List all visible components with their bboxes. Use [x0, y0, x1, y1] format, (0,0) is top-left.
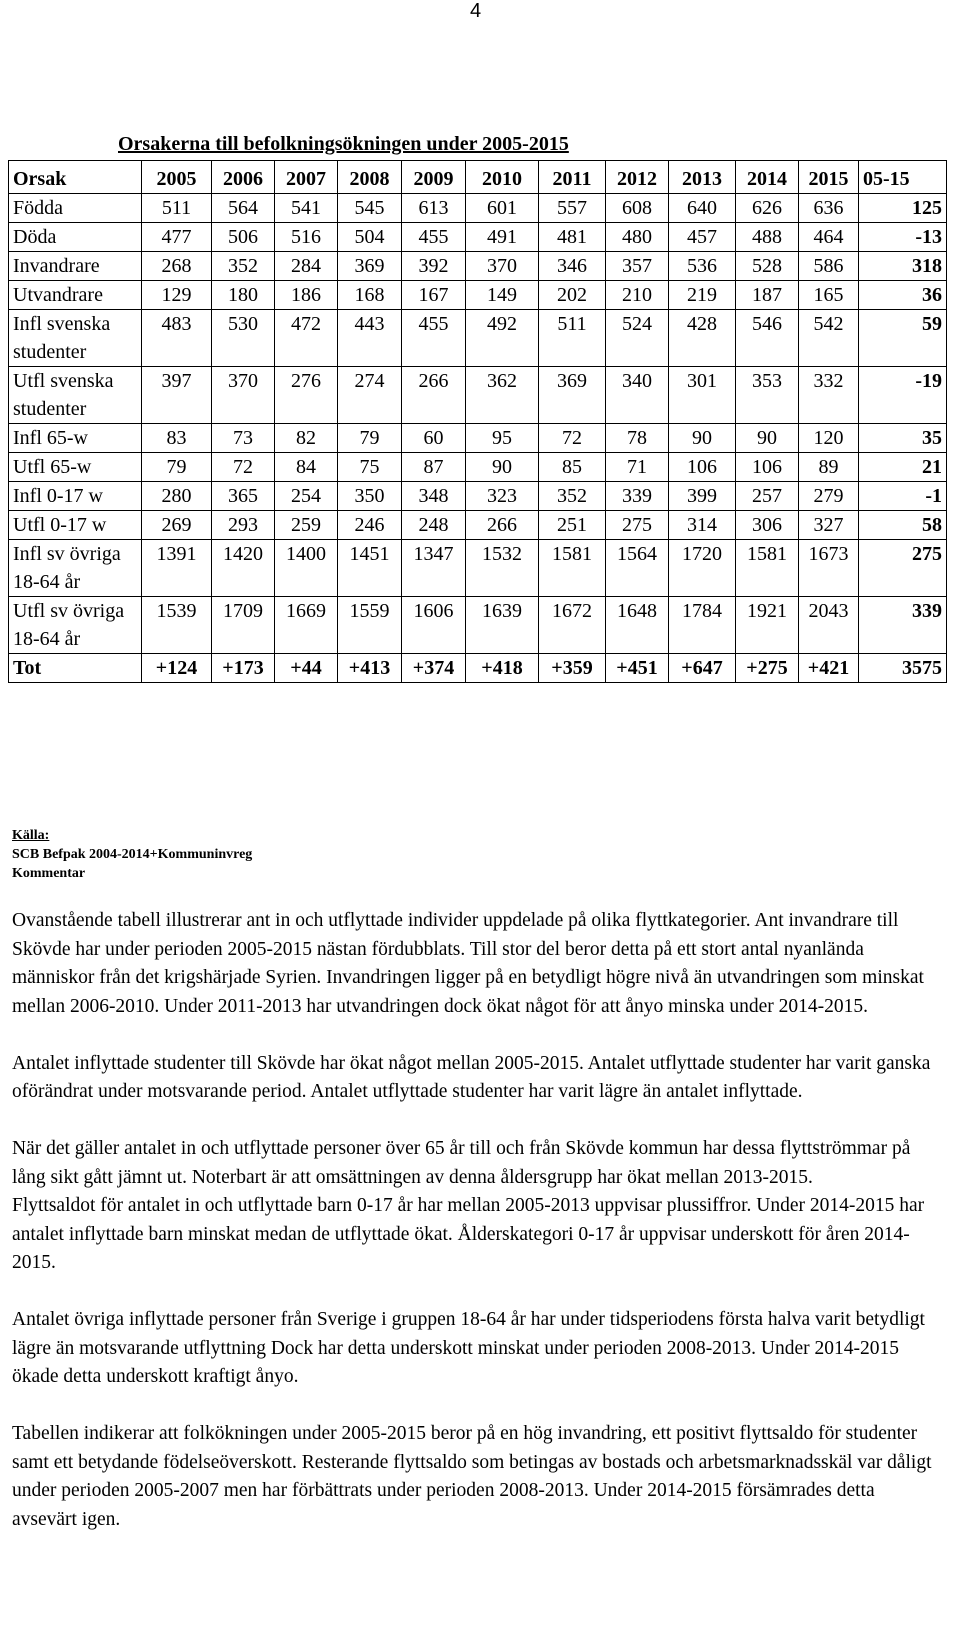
table-row [9, 252, 947, 281]
row-label: Utfl svenska studenter [9, 367, 142, 424]
table-row [9, 482, 947, 511]
table-cell: 491 [466, 223, 539, 252]
table-cell: 90 [669, 424, 736, 453]
page-number: 4 [470, 0, 482, 22]
table-cell: 149 [466, 281, 539, 310]
table-cell: +451 [606, 654, 669, 683]
header-year: 2012 [606, 161, 669, 194]
row-total: 35 [859, 424, 947, 453]
row-label: Infl 65-w [9, 424, 142, 453]
table-cell: +173 [212, 654, 275, 683]
source-heading: Källa: [12, 828, 50, 843]
table-cell: 477 [142, 223, 212, 252]
table-cell: 481 [539, 223, 606, 252]
table-cell: 165 [799, 281, 859, 310]
table-title: Orsakerna till befolkningsökningen under 2005-2015 [118, 133, 569, 155]
row-total: 21 [859, 453, 947, 482]
table-cell: 210 [606, 281, 669, 310]
table-cell: 557 [539, 194, 606, 223]
table-cell: 480 [606, 223, 669, 252]
table-cell: 352 [212, 252, 275, 281]
table-row [9, 540, 947, 597]
row-total: 58 [859, 511, 947, 540]
table-cell: 129 [142, 281, 212, 310]
table-cell: 72 [539, 424, 606, 453]
table-cell: 1709 [212, 597, 275, 654]
table-cell: 1559 [338, 597, 402, 654]
row-label: Infl svenska studenter [9, 310, 142, 367]
table-cell: 346 [539, 252, 606, 281]
table-cell: 79 [142, 453, 212, 482]
table-cell: 75 [338, 453, 402, 482]
table-cell: 274 [338, 367, 402, 424]
table-cell: 1532 [466, 540, 539, 597]
table-cell: 483 [142, 310, 212, 367]
row-total: 318 [859, 252, 947, 281]
row-label: Utfl 0-17 w [9, 511, 142, 540]
table-cell: +418 [466, 654, 539, 683]
table-cell: 504 [338, 223, 402, 252]
table-cell: 269 [142, 511, 212, 540]
table-cell: 259 [275, 511, 338, 540]
table-cell: 1539 [142, 597, 212, 654]
table-cell: 353 [736, 367, 799, 424]
table-cell: 626 [736, 194, 799, 223]
table-cell: 90 [466, 453, 539, 482]
table-cell: 85 [539, 453, 606, 482]
table-cell: 219 [669, 281, 736, 310]
table-row [9, 194, 947, 223]
row-label: Utfl sv övriga 18-64 år [9, 597, 142, 654]
header-year: 2006 [212, 161, 275, 194]
table-cell: 392 [402, 252, 466, 281]
row-label: Tot [9, 654, 142, 683]
table-cell: 455 [402, 310, 466, 367]
table-cell: 186 [275, 281, 338, 310]
table-cell: 524 [606, 310, 669, 367]
paragraph: Tabellen indikerar att folkökningen under 2005-2015 beror på en hög invandring, ett positivt flyttsaldo för studenter samt ett betydande födelseöverskott. Resterande flyttsaldo som betingas av bostads och arbetsmarknadsskäl var dåligt under perioden 2005-2007 men har förbättrats under perioden 2008-2013. Under 2014-2015 försämrades detta avsevärt igen. [12, 1423, 932, 1530]
table-cell: 1606 [402, 597, 466, 654]
table-cell: 246 [338, 511, 402, 540]
table-cell: 332 [799, 367, 859, 424]
table-cell: 541 [275, 194, 338, 223]
table-cell: 168 [338, 281, 402, 310]
table-cell: 180 [212, 281, 275, 310]
table-cell: +44 [275, 654, 338, 683]
header-year: 2010 [466, 161, 539, 194]
table-cell: 340 [606, 367, 669, 424]
table-cell: 279 [799, 482, 859, 511]
header-year: 2007 [275, 161, 338, 194]
body-text [12, 907, 942, 1534]
paragraph: När det gäller antalet in och utflyttade personer över 65 år till och från Skövde kommun har dessa flyttströmmar på lång sikt gått jämnt ut. Noterbart är att omsättningen av denna åldersgrupp har ökat mellan 2013-2015. [12, 1138, 911, 1188]
table-cell: 327 [799, 511, 859, 540]
table-cell: 542 [799, 310, 859, 367]
table-cell: 87 [402, 453, 466, 482]
table-cell: 586 [799, 252, 859, 281]
table-cell: 516 [275, 223, 338, 252]
table-cell: 248 [402, 511, 466, 540]
table-cell: 1391 [142, 540, 212, 597]
table-cell: 293 [212, 511, 275, 540]
table-cell: 1673 [799, 540, 859, 597]
table-cell: 284 [275, 252, 338, 281]
table-cell: 546 [736, 310, 799, 367]
table-cell: +421 [799, 654, 859, 683]
table-cell: +413 [338, 654, 402, 683]
row-label: Födda [9, 194, 142, 223]
row-label: Döda [9, 223, 142, 252]
paragraph: Ovanstående tabell illustrerar ant in och utflyttade individer uppdelade på olika flyttkategorier. Ant invandrare till Skövde har under perioden 2005-2015 nästan fördubblats. Till stor del beror detta på ett stort antal nyanlända människor från det krigshärjade Syrien. Invandringen ligger på en betydligt högre nivå än utvandringen som minskat mellan 2006-2010. Under 2011-2013 har utvandringen dock ökat något för att ånyo minska under 2014-2015. [12, 910, 924, 1017]
table-cell: 352 [539, 482, 606, 511]
table-row [9, 367, 947, 424]
paragraph: Antalet övriga inflyttade personer från Sverige i gruppen 18-64 år har under tidsperiodens första halva varit betydligt lägre än motsvarande utflyttning Dock har detta underskott minskat under perioden 2008-2013. Under 2014-2015 ökade detta underskott kraftigt ånyo. [12, 1309, 925, 1387]
table-cell: 613 [402, 194, 466, 223]
table-cell: 370 [212, 367, 275, 424]
table-cell: 2043 [799, 597, 859, 654]
header-year: 2015 [799, 161, 859, 194]
table-cell: 266 [402, 367, 466, 424]
table-cell: 323 [466, 482, 539, 511]
table-cell: 1639 [466, 597, 539, 654]
table-cell: 202 [539, 281, 606, 310]
table-cell: 397 [142, 367, 212, 424]
row-total: -13 [859, 223, 947, 252]
header-total: 05-15 [859, 161, 947, 194]
header-year: 2005 [142, 161, 212, 194]
table-cell: 1669 [275, 597, 338, 654]
table-header-row [9, 161, 947, 194]
table-cell: 1672 [539, 597, 606, 654]
row-total: 36 [859, 281, 947, 310]
table-cell: 488 [736, 223, 799, 252]
table-cell: 365 [212, 482, 275, 511]
paragraph: Flyttsaldot för antalet in och utflyttade barn 0-17 år har mellan 2005-2013 uppvisar plussiffror. Under 2014-2015 har antalet inflyttade barn minskat medan de utflyttade ökat. Ålderskategori 0-17 år uppvisar underskott för åren 2014-2015. [12, 1195, 925, 1273]
table-cell: 275 [606, 511, 669, 540]
table-cell: +124 [142, 654, 212, 683]
table-cell: 167 [402, 281, 466, 310]
source-line: SCB Befpak 2004-2014+Kommuninvreg [12, 847, 253, 862]
table-cell: 90 [736, 424, 799, 453]
table-cell: 464 [799, 223, 859, 252]
table-cell: 1648 [606, 597, 669, 654]
table-cell: 455 [402, 223, 466, 252]
table-cell: 187 [736, 281, 799, 310]
table-cell: 84 [275, 453, 338, 482]
table-cell: 472 [275, 310, 338, 367]
table-cell: 72 [212, 453, 275, 482]
row-label: Infl sv övriga 18-64 år [9, 540, 142, 597]
table-cell: 106 [736, 453, 799, 482]
row-total: -19 [859, 367, 947, 424]
table-cell: +374 [402, 654, 466, 683]
table-cell: 1347 [402, 540, 466, 597]
table-row [9, 511, 947, 540]
table-row [9, 453, 947, 482]
table-cell: 251 [539, 511, 606, 540]
row-label: Invandrare [9, 252, 142, 281]
table-row [9, 223, 947, 252]
table-cell: 60 [402, 424, 466, 453]
table-cell: 78 [606, 424, 669, 453]
table-cell: 1564 [606, 540, 669, 597]
source-block [12, 826, 252, 883]
table-cell: 71 [606, 453, 669, 482]
table-row [9, 281, 947, 310]
table-cell: 636 [799, 194, 859, 223]
table-cell: 1400 [275, 540, 338, 597]
table-body [9, 194, 947, 683]
header-year: 2008 [338, 161, 402, 194]
table-cell: 362 [466, 367, 539, 424]
table-cell: 1420 [212, 540, 275, 597]
header-year: 2009 [402, 161, 466, 194]
table-cell: 511 [539, 310, 606, 367]
table-cell: 428 [669, 310, 736, 367]
table-cell: 1784 [669, 597, 736, 654]
row-label: Utvandrare [9, 281, 142, 310]
table-cell: 82 [275, 424, 338, 453]
row-label: Utfl 65-w [9, 453, 142, 482]
table-cell: 601 [466, 194, 539, 223]
header-year: 2011 [539, 161, 606, 194]
table-cell: 268 [142, 252, 212, 281]
table-cell: 314 [669, 511, 736, 540]
table-cell: 492 [466, 310, 539, 367]
table-cell: 511 [142, 194, 212, 223]
table-cell: 301 [669, 367, 736, 424]
table-cell: 348 [402, 482, 466, 511]
header-year: 2014 [736, 161, 799, 194]
table-cell: 528 [736, 252, 799, 281]
table-cell: 306 [736, 511, 799, 540]
table-cell: 120 [799, 424, 859, 453]
table-cell: 339 [606, 482, 669, 511]
row-total: 59 [859, 310, 947, 367]
header-year: 2013 [669, 161, 736, 194]
table-cell: 266 [466, 511, 539, 540]
table-cell: 1581 [539, 540, 606, 597]
table-cell: 399 [669, 482, 736, 511]
table-cell: +359 [539, 654, 606, 683]
header-label: Orsak [9, 161, 142, 194]
table-cell: 608 [606, 194, 669, 223]
row-label: Infl 0-17 w [9, 482, 142, 511]
row-total: 339 [859, 597, 947, 654]
paragraph: Antalet inflyttade studenter till Skövde har ökat något mellan 2005-2015. Antalet utflyttade studenter har varit ganska oförändrat under motsvarande period. Antalet utflyttade studenter har varit lägre än antalet inflyttade. [12, 1052, 931, 1102]
table-cell: 1720 [669, 540, 736, 597]
table-cell: 457 [669, 223, 736, 252]
table-cell: 257 [736, 482, 799, 511]
row-total: 275 [859, 540, 947, 597]
table-cell: 506 [212, 223, 275, 252]
table-cell: 89 [799, 453, 859, 482]
table-row [9, 424, 947, 453]
row-total: -1 [859, 482, 947, 511]
table-cell: 530 [212, 310, 275, 367]
table-cell: 106 [669, 453, 736, 482]
comment-heading: Kommentar [12, 866, 86, 881]
table-cell: 564 [212, 194, 275, 223]
table-cell: 1451 [338, 540, 402, 597]
table-cell: 350 [338, 482, 402, 511]
table-cell: 276 [275, 367, 338, 424]
table-cell: 443 [338, 310, 402, 367]
table-row [9, 597, 947, 654]
table-cell: 73 [212, 424, 275, 453]
table-cell: 83 [142, 424, 212, 453]
table-cell: 280 [142, 482, 212, 511]
table-row [9, 654, 947, 683]
table-cell: 1921 [736, 597, 799, 654]
population-table [8, 160, 947, 683]
table-cell: 95 [466, 424, 539, 453]
table-cell: 640 [669, 194, 736, 223]
table-row [9, 310, 947, 367]
table-cell: 79 [338, 424, 402, 453]
table-cell: 1581 [736, 540, 799, 597]
table-cell: 545 [338, 194, 402, 223]
table-cell: 536 [669, 252, 736, 281]
table-cell: 357 [606, 252, 669, 281]
table-cell: +275 [736, 654, 799, 683]
table-cell: 254 [275, 482, 338, 511]
row-total: 3575 [859, 654, 947, 683]
table-cell: +647 [669, 654, 736, 683]
row-total: 125 [859, 194, 947, 223]
table-cell: 369 [338, 252, 402, 281]
table-cell: 369 [539, 367, 606, 424]
table-cell: 370 [466, 252, 539, 281]
